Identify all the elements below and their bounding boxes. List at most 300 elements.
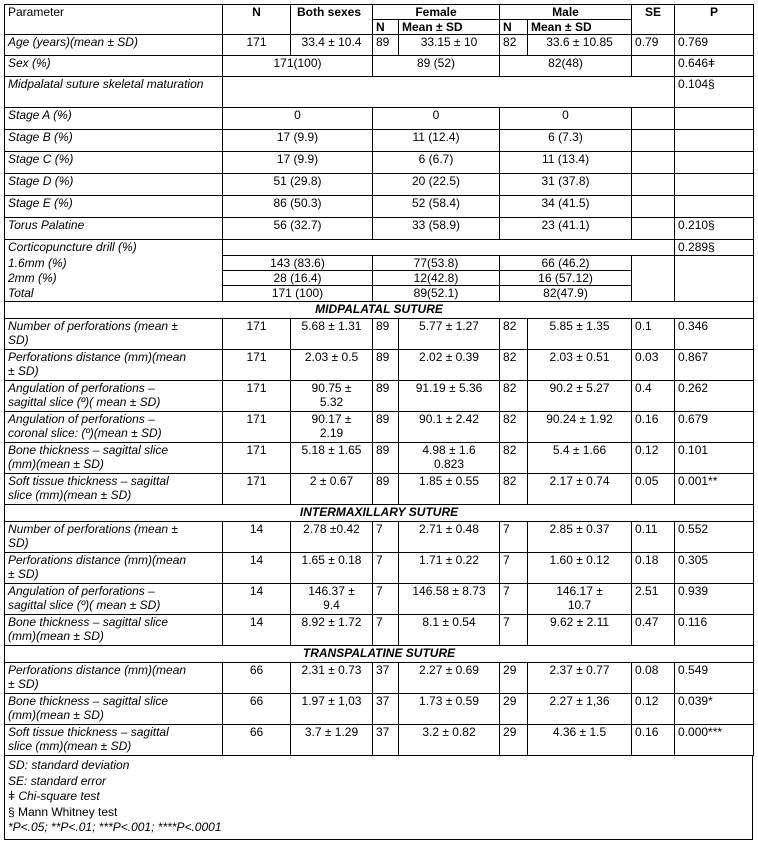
cell-both: 171(100) [223,56,373,77]
header-p: P [675,5,754,35]
cell-both [291,443,373,474]
cell-p: 0.867 [675,350,754,381]
row-label-line-1: Angulation of perforations – [8,412,155,426]
cell-male-mean-line-1: 1.60 ± 0.12 [549,553,610,567]
cell-female-mean-line-1: 1.85 ± 0.55 [419,474,479,488]
header-female-n: N [373,20,399,35]
row-label: Corticopuncture drill (%) [5,240,223,256]
cell-p: 0.289§ [675,240,754,256]
cell-p: 0.116 [675,615,754,646]
cell-se [632,56,675,77]
row-label: 2mm (%) [5,271,223,286]
cell-p: 0.101 [675,443,754,474]
cell-female: 89 (52) [373,56,500,77]
intermaxillary-row [5,584,754,615]
cell-male-mean [528,663,632,694]
cell-both [291,319,373,350]
cell-both [291,381,373,412]
cell-p: 0.679 [675,412,754,443]
midpalatal-row [5,412,754,443]
cell-p: 0.552 [675,522,754,553]
cell-female-n: 37 [373,663,399,694]
cell-n: 171 [223,319,291,350]
cell-female: 0 [373,108,500,130]
section-title: TRANSPALATINE SUTURE [5,646,754,663]
cell-male: 23 (41.1) [500,218,632,240]
row-label-line-2: sagittal slice (º)( mean ± SD) [8,395,161,409]
cell-female-n: 89 [373,474,399,505]
cell-male: 6 (7.3) [500,130,632,152]
cell-se: 0.16 [632,725,675,756]
section-title: MIDPALATAL SUTURE [5,302,754,319]
cell-both-line-1: 2 ± 0.67 [309,474,354,488]
cell-p [675,286,754,302]
cell-se [632,286,675,302]
row-label-line-2: (mm)(mean ± SD) [8,629,104,643]
cell-both: 0 [223,108,373,130]
cell-female-n: 89 [373,350,399,381]
cell-female-mean-line-1: 1.73 ± 0.59 [419,694,479,708]
cell-p: 0.346 [675,319,754,350]
cell-se [632,130,675,152]
cell-both-line-1: 1.97 ± 1,03 [301,694,362,708]
row-label [5,350,223,381]
row-label-line-1: Angulation of perforations – [8,584,155,598]
row-label [5,319,223,350]
cell-n: 171 [223,35,291,56]
cell-se [632,218,675,240]
cell-male: 34 (41.5) [500,196,632,218]
row-label [5,522,223,553]
cell-female: 12(42.8) [373,271,500,286]
row-drill-2 [5,271,754,286]
row-label-line-2: slice (mm)(mean ± SD) [8,488,132,502]
cell-female: 11 (12.4) [373,130,500,152]
cell-male-n: 82 [500,35,528,56]
header-both-sexes: Both sexes [291,5,373,35]
section-intermaxillary [5,505,754,522]
cell-male-mean: 33.6 ± 10.85 [528,35,632,56]
cell-empty [223,240,675,256]
row-stage-c [5,152,754,174]
row-label [5,553,223,584]
cell-female-mean-line-1: 3.2 ± 0.82 [422,725,476,739]
intermaxillary-row [5,615,754,646]
cell-female-mean-line-1: 8.1 ± 0.54 [422,615,476,629]
cell-se: 0.03 [632,350,675,381]
midpalatal-rows [5,319,754,505]
cell-se [632,108,675,130]
row-age [5,35,754,56]
row-label: Sex (%) [5,56,223,77]
note-sd: SD: standard deviation [8,758,130,772]
cell-female-n: 7 [373,522,399,553]
cell-male-mean-line-1: 5.85 ± 1.35 [549,319,610,333]
note-significance: *P<.05; **P<.01; ***P<.001; ****P<.0001 [8,820,222,834]
cell-n: 171 [223,443,291,474]
cell-p: 0.549 [675,663,754,694]
cell-both [291,474,373,505]
row-label [5,663,223,694]
row-label-line-2: coronal slice: (º)(mean ± SD) [8,426,162,440]
cell-male-n: 7 [500,584,528,615]
cell-male-n: 7 [500,522,528,553]
cell-male-n: 82 [500,350,528,381]
row-label [5,694,223,725]
cell-p: 0.104§ [675,77,754,108]
cell-female-n: 37 [373,694,399,725]
midpalatal-row [5,381,754,412]
transpalatine-rows [5,663,754,756]
cell-female-mean-line-1: 2.02 ± 0.39 [419,350,479,364]
cell-n: 66 [223,725,291,756]
cell-both-line-2: 2.19 [319,426,344,440]
cell-p [675,174,754,196]
cell-male-n: 29 [500,694,528,725]
row-label [5,412,223,443]
cell-female: 89(52.1) [373,286,500,302]
cell-se: 0.47 [632,615,675,646]
cell-male-mean-line-2: 10.7 [567,598,592,612]
cell-female-mean [399,319,500,350]
row-label [5,474,223,505]
row-label-line-1: Perforations distance (mm)(mean [8,350,187,364]
section-title: INTERMAXILLARY SUTURE [5,505,754,522]
row-label [5,725,223,756]
cell-female-mean [399,725,500,756]
header-male-mean: Mean ± SD [528,20,632,35]
cell-female-mean [399,694,500,725]
midpalatal-row [5,474,754,505]
row-label-line-1: Bone thickness – sagittal slice [8,443,169,457]
results-table [4,4,754,756]
cell-female: 33 (58.9) [373,218,500,240]
cell-p: 0.039* [675,694,754,725]
row-stage-b [5,130,754,152]
row-drill-16 [5,256,754,271]
cell-n: 66 [223,663,291,694]
cell-male: 16 (57.12) [500,271,632,286]
cell-female: 6 (6.7) [373,152,500,174]
cell-both: 86 (50.3) [223,196,373,218]
cell-female-mean-line-1: 5.77 ± 1.27 [419,319,479,333]
cell-both [291,615,373,646]
cell-both-line-1: 2.78 ±0.42 [303,522,360,536]
row-label-line-2: ± SD) [8,677,39,691]
row-midpalatal-maturation [5,77,754,108]
cell-female-mean-line-1: 1.71 ± 0.22 [419,553,479,567]
cell-male: 66 (46.2) [500,256,632,271]
cell-male-n: 82 [500,319,528,350]
row-label: Stage D (%) [5,174,223,196]
cell-female-mean-line-1: 90.1 ± 2.42 [419,412,479,426]
cell-female-n: 89 [373,443,399,474]
cell-both-line-1: 2.03 ± 0.5 [304,350,359,364]
note-mann-whitney: § Mann Whitney test [8,804,118,819]
cell-female-mean [399,584,500,615]
cell-p: 0.000*** [675,725,754,756]
cell-male-mean [528,319,632,350]
cell-both-line-1: 8.92 ± 1.72 [301,615,362,629]
row-label-line-2: ± SD) [8,567,39,581]
cell-both [291,694,373,725]
cell-n: 14 [223,615,291,646]
cell-male-mean [528,694,632,725]
cell-both [291,725,373,756]
cell-n: 14 [223,584,291,615]
cell-both-line-1: 5.18 ± 1.65 [301,443,362,457]
cell-female-n: 7 [373,584,399,615]
cell-n: 14 [223,522,291,553]
cell-male: 31 (37.8) [500,174,632,196]
cell-female-mean [399,350,500,381]
row-drill [5,240,754,256]
row-label-line-1: Number of perforations (mean ± [8,319,178,333]
row-label [5,381,223,412]
cell-female-mean-line-2: 0.823 [433,457,465,471]
cell-male-mean [528,381,632,412]
cell-se: 0.12 [632,694,675,725]
cell-female-mean [399,381,500,412]
row-label: 1.6mm (%) [5,256,223,271]
cell-p: 0.939 [675,584,754,615]
cell-female-n: 7 [373,553,399,584]
row-label [5,584,223,615]
midpalatal-row [5,443,754,474]
row-label-line-2: (mm)(mean ± SD) [8,708,104,722]
cell-both [291,553,373,584]
cell-se: 0.16 [632,412,675,443]
cell-both-line-1: 146.37 ± [308,584,355,598]
cell-se: 2.51 [632,584,675,615]
cell-female-mean [399,412,500,443]
cell-male-mean [528,443,632,474]
cell-both [291,663,373,694]
row-label [5,443,223,474]
cell-male: 11 (13.4) [500,152,632,174]
cell-female-mean [399,615,500,646]
row-label: Stage E (%) [5,196,223,218]
row-torus-palatine [5,218,754,240]
row-label-line-2: SD) [8,333,29,347]
row-stage-d [5,174,754,196]
cell-both: 171 (100) [223,286,373,302]
cell-p [675,256,754,271]
cell-male-mean [528,725,632,756]
cell-both [291,584,373,615]
row-label-line-1: Perforations distance (mm)(mean [8,663,187,677]
row-label: Total [5,286,223,302]
cell-both [291,350,373,381]
cell-n: 171 [223,381,291,412]
cell-se: 0.05 [632,474,675,505]
cell-male-n: 82 [500,443,528,474]
cell-se: 0.08 [632,663,675,694]
cell-se [632,174,675,196]
row-label-line-1: Perforations distance (mm)(mean [8,553,187,567]
header-female: Female [373,5,500,20]
cell-female-mean: 33.15 ± 10 [399,35,500,56]
midpalatal-row [5,350,754,381]
row-label-line-1: Soft tissue thickness – sagittal [8,474,169,488]
cell-male: 82(47.9) [500,286,632,302]
note-se: SE: standard error [8,773,107,788]
cell-both-line-1: 90.17 ± [311,412,352,426]
cell-both-line-1: 1.65 ± 0.18 [301,553,362,567]
cell-both: 33.4 ± 10.4 [291,35,373,56]
cell-female-mean-line-1: 146.58 ± 8.73 [412,584,486,598]
cell-male-mean [528,584,632,615]
cell-male-n: 7 [500,615,528,646]
cell-male-mean-line-1: 9.62 ± 2.11 [549,615,610,629]
cell-female-mean-line-1: 2.27 ± 0.69 [419,663,479,677]
header-n: N [223,5,291,35]
cell-se [632,196,675,218]
cell-empty [223,77,675,108]
cell-both-line-1: 90.75 ± [311,381,352,395]
cell-n: 66 [223,694,291,725]
row-stage-a [5,108,754,130]
transpalatine-row [5,725,754,756]
cell-male-mean-line-1: 2.03 ± 0.51 [549,350,610,364]
header-se: SE [632,5,675,35]
cell-female-mean [399,663,500,694]
cell-male-n: 29 [500,725,528,756]
section-midpalatal [5,302,754,319]
cell-male-mean [528,522,632,553]
cell-p: 0.646ǂ [675,56,754,77]
cell-n: 171 [223,350,291,381]
header-male-n: N [500,20,528,35]
cell-p [675,271,754,286]
cell-male-mean [528,412,632,443]
cell-n: 171 [223,412,291,443]
row-label: Stage B (%) [5,130,223,152]
cell-both: 28 (16.4) [223,271,373,286]
cell-both-line-2: 9.4 [323,598,340,612]
cell-male-mean-line-1: 5.4 ± 1.66 [552,443,607,457]
cell-p: 0.262 [675,381,754,412]
cell-p [675,152,754,174]
cell-female-mean [399,443,500,474]
cell-se [632,256,675,271]
row-stage-e [5,196,754,218]
cell-female-n: 89 [373,319,399,350]
cell-female-mean-line-1: 91.19 ± 5.36 [415,381,483,395]
cell-p [675,108,754,130]
cell-p: 0.305 [675,553,754,584]
cell-both: 51 (29.8) [223,174,373,196]
cell-female-n: 89 [373,412,399,443]
header-male: Male [500,5,632,20]
cell-both: 56 (32.7) [223,218,373,240]
cell-female-n: 37 [373,725,399,756]
cell-n: 171 [223,474,291,505]
section-transpalatine [5,646,754,663]
cell-both-line-2: 5.32 [319,395,344,409]
cell-p [675,130,754,152]
row-label-line-1: Number of perforations (mean ± [8,522,178,536]
cell-female: 52 (58.4) [373,196,500,218]
transpalatine-row [5,694,754,725]
note-chi-square: ǂ Chi-square test [8,789,100,803]
cell-se: 0.1 [632,319,675,350]
cell-male-mean-line-1: 90.24 ± 1.92 [546,412,613,426]
cell-male-n: 82 [500,474,528,505]
cell-both-line-1: 3.7 ± 1.29 [304,725,359,739]
row-drill-total [5,286,754,302]
cell-se: 0.12 [632,443,675,474]
cell-female-n: 89 [373,381,399,412]
cell-male-mean [528,615,632,646]
intermaxillary-rows [5,522,754,646]
cell-both [291,412,373,443]
cell-both-line-1: 2.31 ± 0.73 [301,663,362,677]
cell-p [675,196,754,218]
cell-both-line-1: 5.68 ± 1.31 [301,319,362,333]
intermaxillary-row [5,553,754,584]
cell-se: 0.79 [632,35,675,56]
results-table-container [4,4,753,840]
cell-female: 77(53.8) [373,256,500,271]
transpalatine-row [5,663,754,694]
cell-male-mean-line-1: 2.17 ± 0.74 [549,474,610,488]
cell-female-mean [399,553,500,584]
row-label-line-1: Bone thickness – sagittal slice [8,694,169,708]
cell-p: 0.001** [675,474,754,505]
cell-male-mean [528,350,632,381]
cell-both: 17 (9.9) [223,152,373,174]
row-label-line-2: ± SD) [8,364,39,378]
cell-n: 14 [223,553,291,584]
cell-female-mean [399,474,500,505]
cell-both: 17 (9.9) [223,130,373,152]
cell-both: 143 (83.6) [223,256,373,271]
cell-male-mean-line-1: 2.27 ± 1,36 [549,694,610,708]
row-label-line-2: SD) [8,536,29,550]
table-footnotes [4,756,753,840]
cell-se [632,271,675,286]
cell-se: 0.11 [632,522,675,553]
row-label: Age (years)(mean ± SD) [5,35,223,56]
row-label-line-2: slice (mm)(mean ± SD) [8,739,132,753]
row-label [5,615,223,646]
cell-male-mean [528,474,632,505]
cell-female-n: 7 [373,615,399,646]
row-sex [5,56,754,77]
cell-female-n: 89 [373,35,399,56]
cell-male-mean-line-1: 90.2 ± 5.27 [549,381,610,395]
cell-se: 0.18 [632,553,675,584]
row-label-line-2: sagittal slice (º)( mean ± SD) [8,598,161,612]
header-parameter: Parameter [5,5,223,35]
cell-se: 0.4 [632,381,675,412]
cell-female-mean [399,522,500,553]
header-female-mean: Mean ± SD [399,20,500,35]
row-label: Stage A (%) [5,108,223,130]
cell-male-n: 82 [500,412,528,443]
cell-male-mean [528,553,632,584]
row-label-line-2: (mm)(mean ± SD) [8,457,104,471]
cell-se [632,152,675,174]
cell-both [291,522,373,553]
cell-male-mean-line-1: 2.85 ± 0.37 [549,522,610,536]
cell-male-mean-line-1: 146.17 ± [556,584,603,598]
cell-male: 82(48) [500,56,632,77]
intermaxillary-row [5,522,754,553]
cell-female-mean-line-1: 4.98 ± 1.6 [422,443,476,457]
cell-male-mean-line-1: 4.36 ± 1.5 [552,725,607,739]
